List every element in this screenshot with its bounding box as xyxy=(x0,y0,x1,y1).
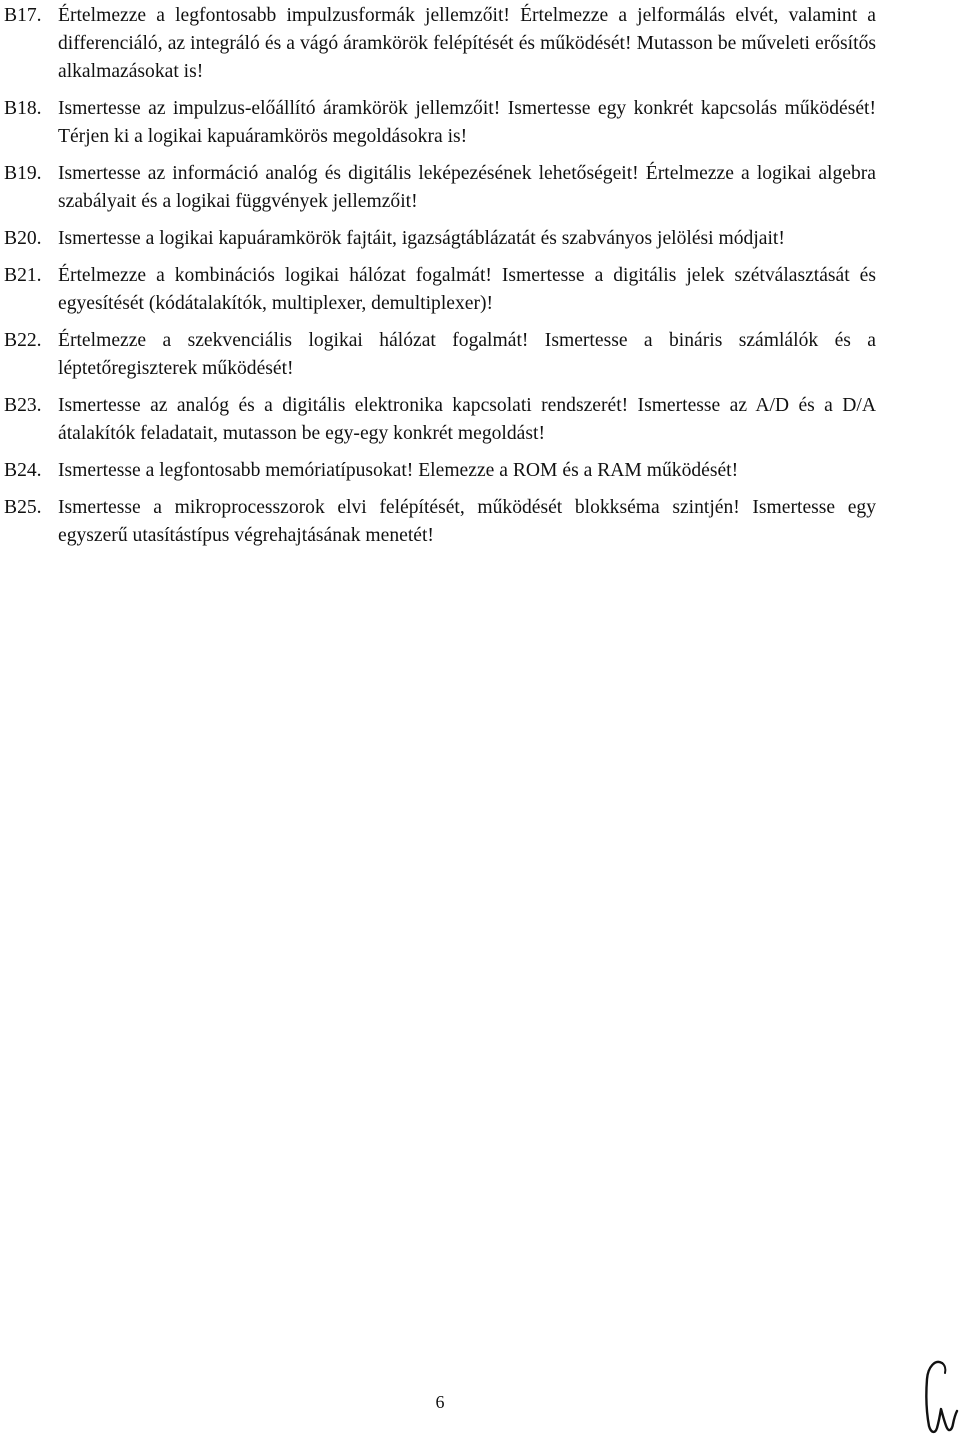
question-text: Értelmezze a kombinációs logikai hálózat fogalmát! Ismertesse a digitális jelek szétválasztását és egyesítését (kódátalakítók, multiplexer, demultiplexer)! xyxy=(58,265,876,314)
question-item-b23 xyxy=(4,392,876,448)
question-item-b17 xyxy=(4,2,876,86)
question-number: B23. xyxy=(4,395,42,416)
question-number: B19. xyxy=(4,163,42,184)
question-number: B17. xyxy=(4,5,42,26)
question-text: Értelmezze a szekvenciális logikai hálózat fogalmát! Ismertesse a bináris számlálók és a léptetőregiszterek működését! xyxy=(58,330,876,379)
question-number: B24. xyxy=(4,460,42,481)
question-item-b25 xyxy=(4,494,876,550)
question-text: Ismertesse az információ analóg és digitális leképezésének lehetőségeit! Értelmezze a logikai algebra szabályait és a logikai függvények jellemzőit! xyxy=(58,163,876,212)
question-text: Értelmezze a legfontosabb impulzusformák jellemzőit! Értelmezze a jelformálás elvét, valamint a differenciáló, az integráló és a vágó áramkörök felépítését és működését! Mutasson be műveleti erősítős alkalmazásokat is! xyxy=(58,5,876,82)
question-text: Ismertesse a legfontosabb memóriatípusokat! Elemezze a ROM és a RAM működését! xyxy=(58,460,739,481)
question-item-b24 xyxy=(4,457,876,485)
page-number: 6 xyxy=(435,1392,445,1412)
question-text: Ismertesse az impulzus-előállító áramkörök jellemzőit! Ismertesse egy konkrét kapcsolás működését! Térjen ki a logikai kapuáramkörös megoldásokra is! xyxy=(58,98,876,147)
question-number: B21. xyxy=(4,265,42,286)
question-text: Ismertesse az analóg és a digitális elektronika kapcsolati rendszerét! Ismertesse az A/D és a D/A átalakítók feladatait, mutasson be egy-egy konkrét megoldást! xyxy=(58,395,876,444)
question-item-b20 xyxy=(4,225,876,253)
question-item-b21 xyxy=(4,262,876,318)
question-text: Ismertesse a logikai kapuáramkörök fajtáit, igazságtáblázatát és szabványos jelölési módjait! xyxy=(58,228,785,249)
question-item-b22 xyxy=(4,327,876,383)
question-number: B25. xyxy=(4,497,42,518)
handwritten-signature xyxy=(918,1355,960,1436)
question-number: B20. xyxy=(4,228,42,249)
question-list xyxy=(4,2,876,550)
question-item-b18 xyxy=(4,95,876,151)
question-text: Ismertesse a mikroprocesszorok elvi felépítését, működését blokkséma szintjén! Ismertesse egy egyszerű utasítástípus végrehajtásának menetét! xyxy=(58,497,876,546)
question-item-b19 xyxy=(4,160,876,216)
question-number: B18. xyxy=(4,98,42,119)
question-number: B22. xyxy=(4,330,42,351)
